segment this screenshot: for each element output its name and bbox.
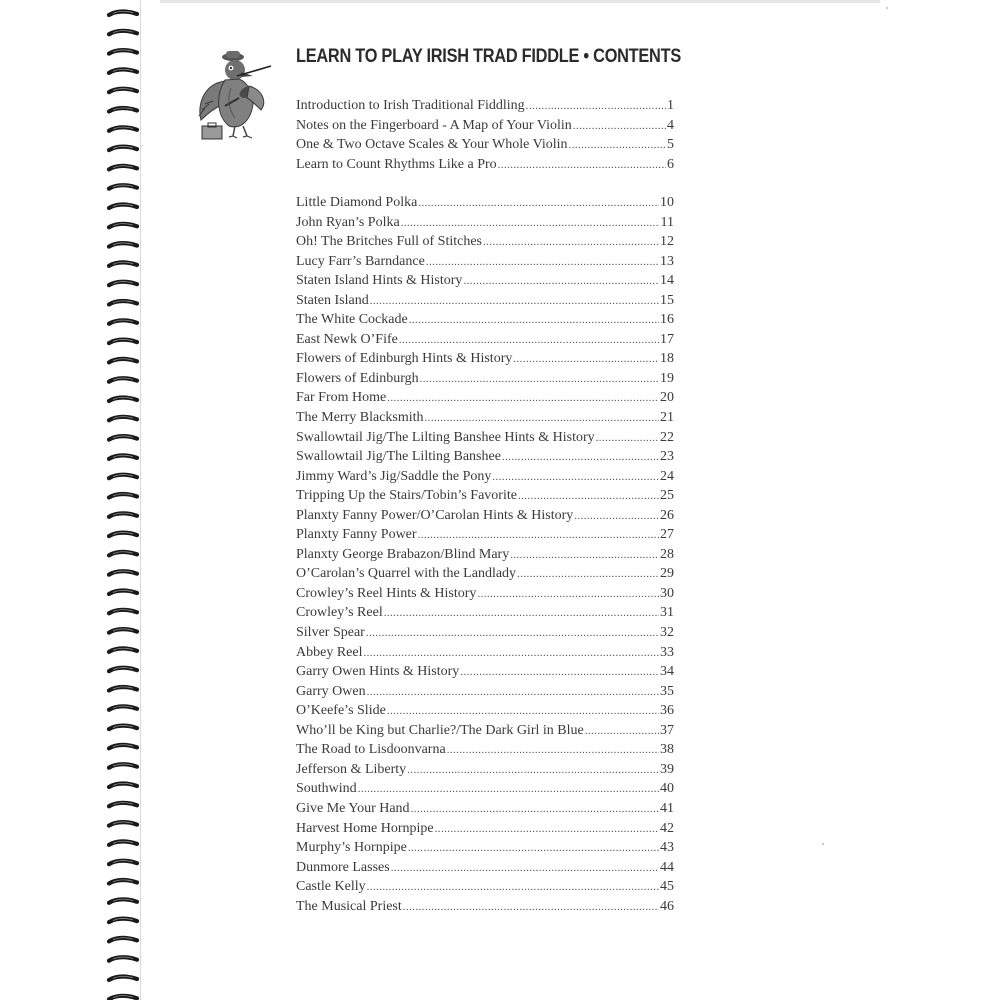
toc-entry <box>296 897 674 917</box>
entry-page-number: 17 <box>660 331 674 347</box>
entry-page-number: 5 <box>667 137 674 153</box>
dot-leader <box>435 820 659 840</box>
entry-page-number: 18 <box>660 351 674 367</box>
entry-title: Lucy Farr’s Barndance <box>296 253 425 269</box>
dot-leader <box>387 702 659 722</box>
entry-title: Silver Spear <box>296 625 365 641</box>
entry-title: Introduction to Irish Traditional Fiddling <box>296 98 525 113</box>
entry-title: Who’ll be King but Charlie?/The Dark Girl in Blue <box>296 722 584 738</box>
entry-page-number: 41 <box>660 800 674 816</box>
entry-title: Flowers of Edinburgh <box>296 370 419 386</box>
dot-leader <box>426 253 659 273</box>
entry-title: Murphy’s Hornpipe <box>296 840 407 856</box>
toc-entry <box>296 584 674 604</box>
dot-leader <box>366 624 659 644</box>
toc-entry <box>296 819 674 839</box>
entry-page-number: 20 <box>660 390 674 406</box>
dot-leader <box>367 683 659 703</box>
dot-leader <box>420 370 659 390</box>
spiral-binding-icon <box>105 0 145 1000</box>
entry-page-number: 42 <box>660 820 674 836</box>
entry-page-number: 36 <box>660 703 674 719</box>
entry-page-number: 25 <box>660 488 674 504</box>
paper-speck <box>822 843 824 845</box>
toc-entry <box>296 467 674 487</box>
top-edge-strip <box>160 0 880 3</box>
dot-leader <box>498 156 666 176</box>
toc-entry <box>296 330 674 350</box>
dot-leader <box>418 526 659 546</box>
entry-page-number: 22 <box>660 429 674 445</box>
entry-page-number: 28 <box>660 546 674 562</box>
intro-contents-list <box>296 96 674 174</box>
toc-entry <box>296 310 674 330</box>
entry-page-number: 34 <box>660 664 674 680</box>
entry-page-number: 23 <box>660 449 674 465</box>
dot-leader <box>569 136 666 156</box>
toc-entry <box>296 877 674 897</box>
entry-title: Far From Home <box>296 390 387 406</box>
entry-title: Give Me Your Hand <box>296 800 410 816</box>
toc-entry <box>296 252 674 272</box>
toc-entry <box>296 447 674 467</box>
toc-entry <box>296 623 674 643</box>
entry-title: Garry Owen <box>296 683 366 699</box>
toc-entry <box>296 155 674 175</box>
toc-entry <box>296 525 674 545</box>
dot-leader <box>518 487 659 507</box>
entry-page-number: 29 <box>660 566 674 582</box>
toc-entry <box>296 388 674 408</box>
toc-entry <box>296 701 674 721</box>
toc-entry <box>296 603 674 623</box>
dot-leader <box>460 663 659 683</box>
entry-title: Southwind <box>296 781 357 797</box>
dot-leader <box>447 741 659 761</box>
entry-title: O’Keefe’s Slide <box>296 703 386 719</box>
toc-entry <box>296 428 674 448</box>
entry-page-number: 35 <box>660 683 674 699</box>
entry-title: Planxty Fanny Power/O’Carolan Hints & History <box>296 507 574 523</box>
toc-entry <box>296 271 674 291</box>
entry-title: Planxty George Brabazon/Blind Mary <box>296 546 510 562</box>
entry-title: Dunmore Lasses <box>296 859 390 875</box>
entry-title: Castle Kelly <box>296 879 366 895</box>
entry-page-number: 30 <box>660 585 674 601</box>
entry-title: Staten Island Hints & History <box>296 273 463 289</box>
dot-leader <box>483 233 659 253</box>
entry-page-number: 4 <box>667 117 674 133</box>
dot-leader <box>370 292 659 312</box>
entry-page-number: 13 <box>660 253 674 269</box>
entry-title: O’Carolan’s Quarrel with the Landlady <box>296 566 517 582</box>
entry-title: Swallowtail Jig/The Lilting Banshee <box>296 449 501 465</box>
dot-leader <box>526 97 666 117</box>
entry-page-number: 33 <box>660 644 674 660</box>
toc-entry <box>296 779 674 799</box>
toc-entry <box>296 116 674 136</box>
dot-leader <box>407 761 659 781</box>
dot-leader <box>409 311 659 331</box>
toc-entry <box>296 193 674 213</box>
toc-entry <box>296 506 674 526</box>
dot-leader <box>367 878 659 898</box>
entry-page-number: 21 <box>660 410 674 426</box>
entry-page-number: 14 <box>660 273 674 289</box>
dot-leader <box>463 272 659 292</box>
dot-leader <box>384 604 659 624</box>
entry-title: Oh! The Britches Full of Stitches <box>296 234 482 250</box>
entry-page-number: 19 <box>660 370 674 386</box>
entry-title: Abbey Reel <box>296 644 363 660</box>
dot-leader <box>403 898 659 918</box>
entry-title: Planxty Fanny Power <box>296 527 417 543</box>
entry-page-number: 12 <box>660 234 674 250</box>
dot-leader <box>513 350 659 370</box>
entry-title: Crowley’s Reel <box>296 605 383 621</box>
entry-title: Learn to Count Rhythms Like a Pro <box>296 156 497 172</box>
entry-page-number: 45 <box>660 879 674 895</box>
dot-leader <box>363 644 659 664</box>
dot-leader <box>387 389 659 409</box>
entry-title: The Merry Blacksmith <box>296 410 424 426</box>
dot-leader <box>401 214 660 234</box>
toc-entry <box>296 838 674 858</box>
toc-entry <box>296 740 674 760</box>
entry-title: The White Cockade <box>296 312 408 328</box>
dot-leader <box>585 722 659 742</box>
dot-leader <box>411 800 659 820</box>
dot-leader <box>596 429 659 449</box>
entry-title: Flowers of Edinburgh Hints & History <box>296 351 513 367</box>
entry-page-number: 16 <box>660 312 674 328</box>
entry-title: The Road to Lisdoonvarna <box>296 742 446 758</box>
dot-leader <box>418 194 659 214</box>
entry-page-number: 27 <box>660 527 674 543</box>
entry-title: Staten Island <box>296 292 369 308</box>
dot-leader <box>358 780 659 800</box>
entry-title: Crowley’s Reel Hints & History <box>296 585 477 601</box>
toc-entry <box>296 545 674 565</box>
toc-entry <box>296 486 674 506</box>
entry-title: The Musical Priest <box>296 898 402 914</box>
entry-title: Jimmy Ward’s Jig/Saddle the Pony <box>296 468 492 484</box>
paper-speck <box>886 7 888 9</box>
dot-leader <box>492 468 659 488</box>
dot-leader <box>399 331 659 351</box>
toc-entry <box>296 799 674 819</box>
entry-page-number: 40 <box>660 781 674 797</box>
entry-title: Little Diamond Polka <box>296 195 418 210</box>
entry-page-number: 24 <box>660 468 674 484</box>
entry-page-number: 44 <box>660 859 674 875</box>
entry-page-number: 37 <box>660 722 674 738</box>
toc-entry <box>296 408 674 428</box>
entry-page-number: 38 <box>660 742 674 758</box>
dot-leader <box>510 546 659 566</box>
entry-page-number: 26 <box>660 507 674 523</box>
entry-page-number: 11 <box>660 214 674 230</box>
dot-leader <box>502 448 659 468</box>
entry-title: East Newk O’Fife <box>296 331 398 347</box>
toc-entry <box>296 643 674 663</box>
toc-entry <box>296 858 674 878</box>
entry-title: Swallowtail Jig/The Lilting Banshee Hints & History <box>296 429 595 445</box>
dot-leader <box>574 507 659 527</box>
toc-entry <box>296 96 674 116</box>
entry-page-number: 15 <box>660 292 674 308</box>
dot-leader <box>425 409 659 429</box>
dot-leader <box>408 839 659 859</box>
entry-title: Tripping Up the Stairs/Tobin’s Favorite <box>296 488 517 504</box>
fiddling-crow-mascot-icon <box>195 46 275 146</box>
toc-entry <box>296 135 674 155</box>
toc-entry <box>296 662 674 682</box>
tune-contents-list <box>296 193 674 916</box>
dot-leader <box>477 585 659 605</box>
entry-title: Garry Owen Hints & History <box>296 664 460 680</box>
toc-entry <box>296 760 674 780</box>
toc-entry <box>296 213 674 233</box>
toc-entry <box>296 291 674 311</box>
toc-entry <box>296 682 674 702</box>
entry-title: One & Two Octave Scales & Your Whole Violin <box>296 137 568 153</box>
toc-entry <box>296 349 674 369</box>
entry-title: Harvest Home Hornpipe <box>296 820 434 836</box>
dot-leader <box>573 117 666 137</box>
dot-leader <box>391 859 659 879</box>
entry-page-number: 32 <box>660 625 674 641</box>
entry-page-number: 39 <box>660 761 674 777</box>
entry-page-number: 31 <box>660 605 674 621</box>
page-title: LEARN TO PLAY IRISH TRAD FIDDLE • CONTENTS <box>296 46 681 67</box>
entry-title: Notes on the Fingerboard - A Map of Your Violin <box>296 117 572 133</box>
toc-entry <box>296 232 674 252</box>
entry-title: John Ryan’s Polka <box>296 214 400 230</box>
entry-page-number: 1 <box>667 98 674 113</box>
toc-entry <box>296 369 674 389</box>
entry-page-number: 46 <box>660 898 674 914</box>
entry-page-number: 10 <box>660 195 674 210</box>
toc-entry <box>296 564 674 584</box>
entry-page-number: 43 <box>660 840 674 856</box>
toc-entry <box>296 721 674 741</box>
dot-leader <box>517 565 659 585</box>
entry-page-number: 6 <box>667 156 674 172</box>
entry-title: Jefferson & Liberty <box>296 761 407 777</box>
page-edge <box>140 0 141 1000</box>
